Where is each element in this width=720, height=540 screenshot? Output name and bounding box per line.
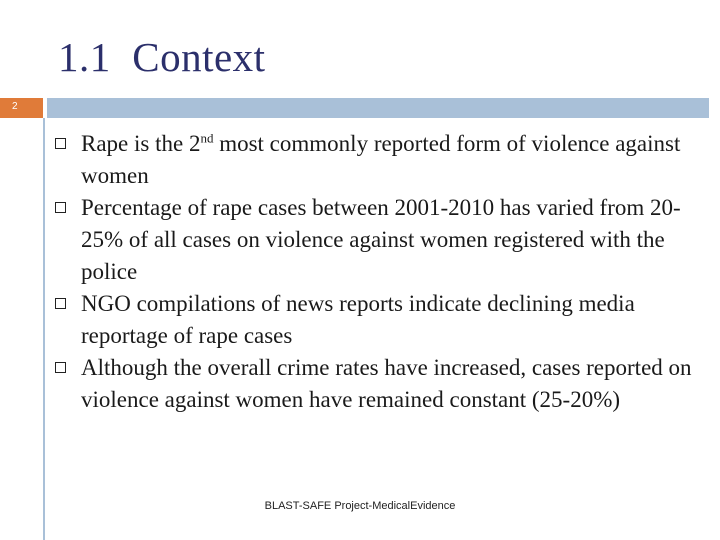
- bullet-item: [55, 128, 715, 192]
- square-bullet-icon: [55, 362, 66, 373]
- square-bullet-icon: [55, 298, 66, 309]
- bullet-list: [55, 128, 715, 416]
- slide-number: 2: [12, 101, 18, 112]
- bullet-item: [55, 192, 715, 288]
- bullet-text: NGO compilations of news reports indicate declining media reportage of rape cases: [81, 291, 635, 348]
- square-bullet-icon: [55, 202, 66, 213]
- bullet-text: Although the overall crime rates have increased, cases reported on violence against women have remained constant (25-20%): [81, 355, 692, 412]
- bullet-text: Percentage of rape cases between 2001-2010 has varied from 20-25% of all cases on violence against women registered with the police: [81, 195, 681, 284]
- ordinal-superscript: nd: [200, 130, 214, 146]
- bullet-item: [55, 352, 715, 416]
- slide-footer: BLAST-SAFE Project-MedicalEvidence: [264, 500, 456, 512]
- left-divider-line: [43, 118, 45, 540]
- header-band: [47, 98, 709, 118]
- bullet-text: Rape is the 2nd most commonly reported form of violence against women: [81, 130, 681, 188]
- square-bullet-icon: [55, 138, 66, 149]
- bullet-item: [55, 288, 715, 352]
- slide-number-box: [0, 98, 43, 118]
- slide-title: 1.1 Context: [58, 34, 266, 80]
